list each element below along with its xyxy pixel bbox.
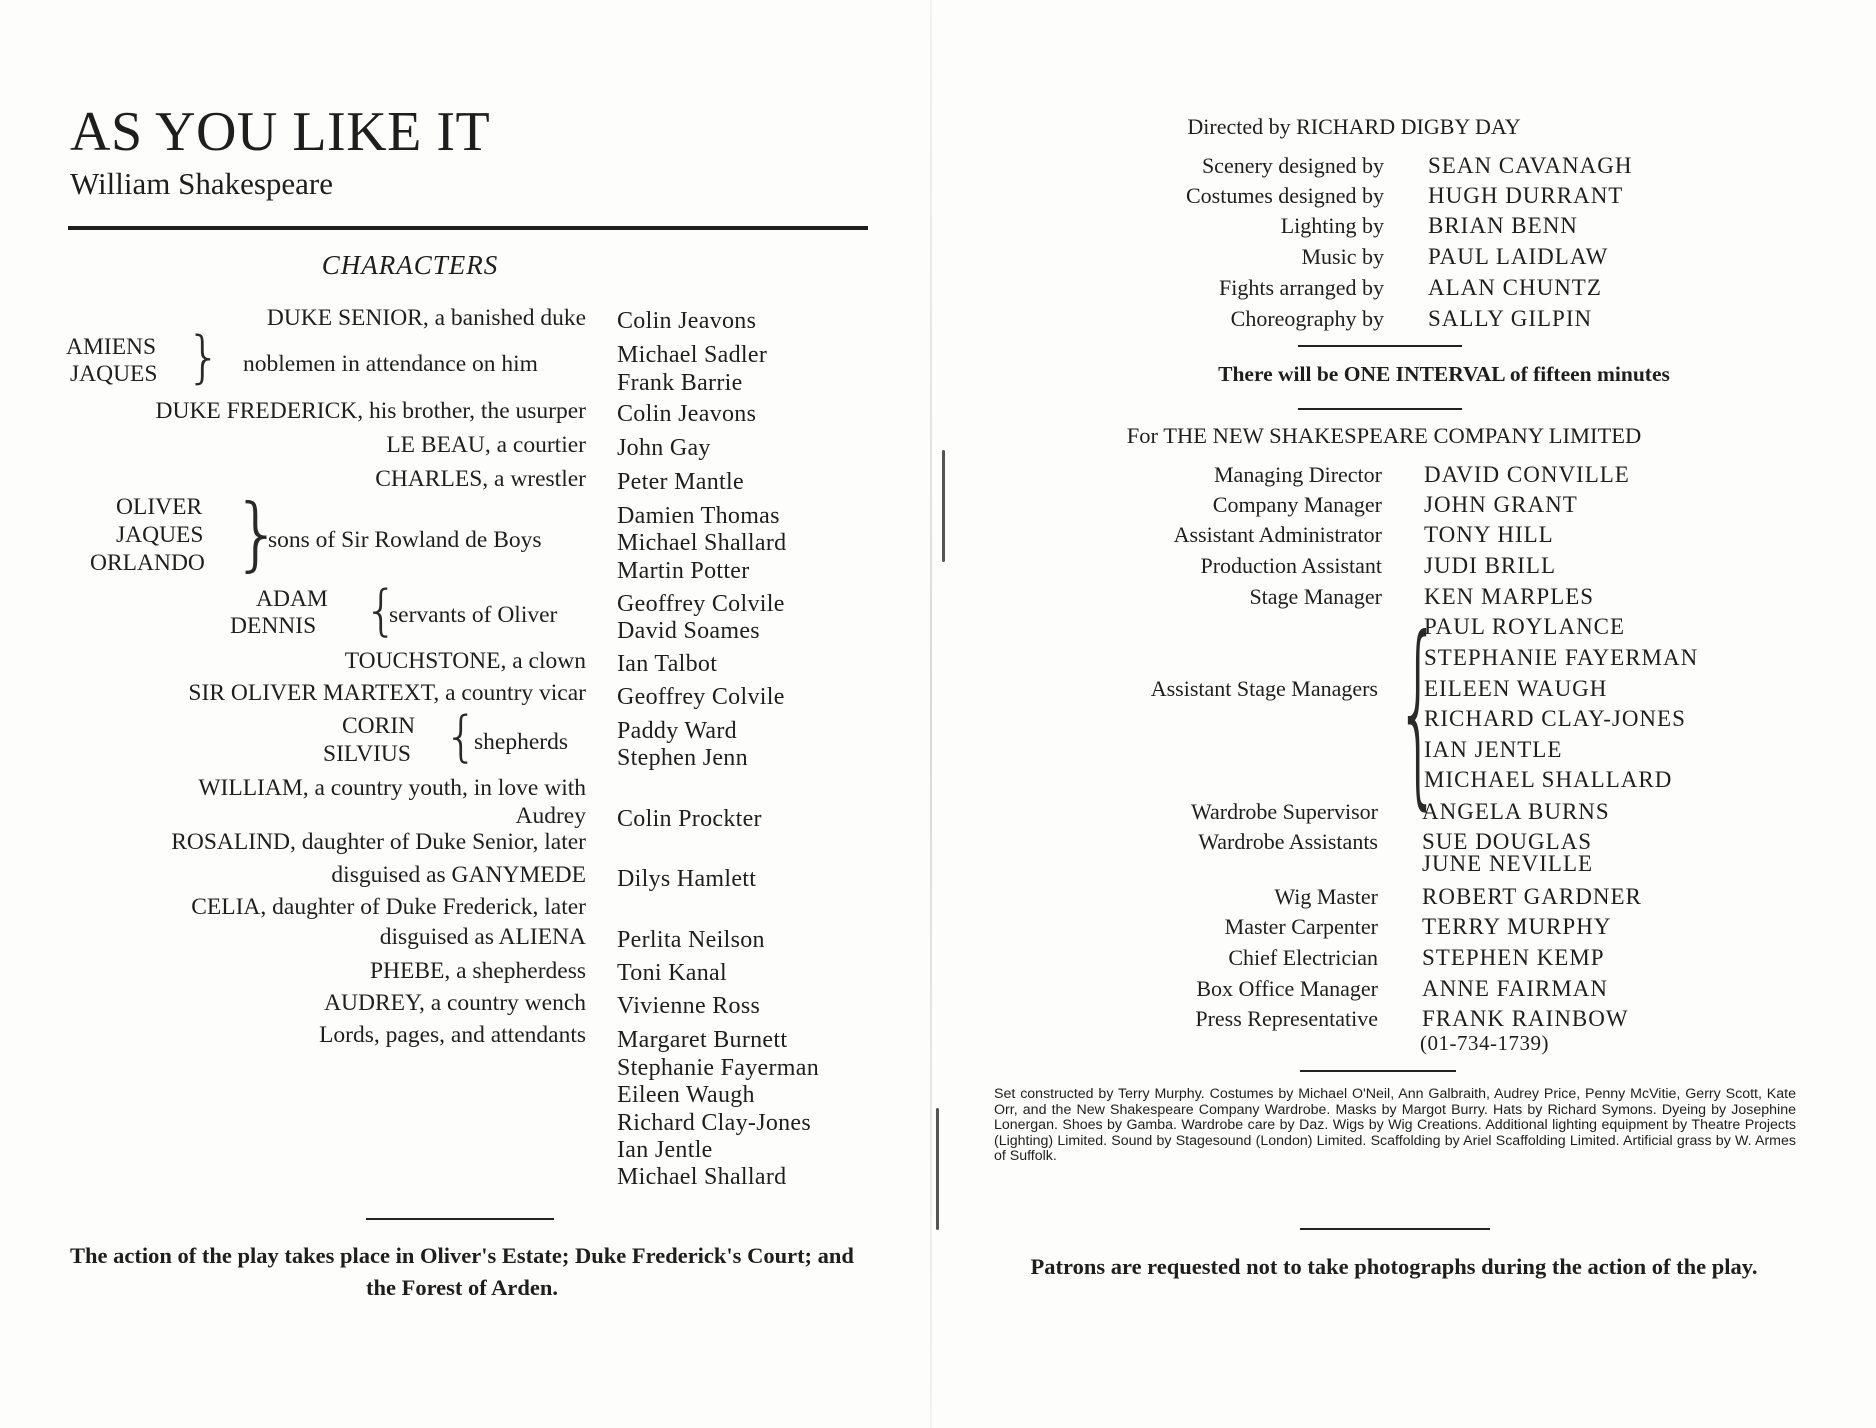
role-dennis: DENNIS [230, 613, 317, 639]
role-phebe: PHEBE, a shepherdess [369, 958, 586, 984]
credit-label-costumes: Costumes designed by [1186, 183, 1384, 208]
actor-william: Colin Prockter [617, 806, 762, 832]
role-audrey: AUDREY, a country wench [324, 990, 586, 1016]
credit-name-costumes: HUGH DURRANT [1428, 183, 1624, 208]
page-fold [930, 0, 932, 1428]
staff-label-stage-manager: Stage Manager [1249, 584, 1382, 609]
brace-icon: { [444, 705, 479, 768]
staple-top [942, 450, 945, 562]
asm-name-4: RICHARD CLAY-JONES [1424, 706, 1686, 731]
actor-lords-1: Margaret Burnett [617, 1027, 788, 1053]
staff-name-electrician: STEPHEN KEMP [1422, 945, 1605, 970]
asm-name-5: IAN JENTLE [1424, 737, 1563, 762]
wardrobe-assistant-1: SUE DOUGLAS [1422, 829, 1593, 854]
asm-name-3: EILEEN WAUGH [1424, 676, 1608, 701]
shepherds-desc: shepherds [474, 729, 568, 755]
role-lords: Lords, pages, and attendants [319, 1022, 586, 1048]
credit-name-scenery: SEAN CAVANAGH [1428, 153, 1633, 178]
actor-corin: Paddy Ward [617, 718, 737, 744]
asm-name-2: STEPHANIE FAYERMAN [1424, 645, 1699, 670]
staff-name-box-office: ANNE FAIRMAN [1422, 976, 1608, 1001]
noblemen-desc: noblemen in attendance on him [243, 351, 538, 377]
role-charles: CHARLES, a wrestler [375, 466, 586, 492]
actor-jaques-noble: Frank Barrie [617, 370, 743, 396]
actor-rosalind: Dilys Hamlett [617, 866, 757, 892]
actor-adam: Geoffrey Colvile [617, 591, 785, 617]
servants-desc: servants of Oliver [389, 602, 558, 628]
role-jaques-son: JAQUES [116, 522, 204, 548]
actor-martext: Geoffrey Colvile [617, 684, 785, 710]
asm-name-6: MICHAEL SHALLARD [1424, 767, 1673, 792]
actor-dennis: David Soames [617, 618, 760, 644]
staff-label-managing: Managing Director [1214, 462, 1382, 487]
role-touchstone: TOUCHSTONE, a clown [344, 648, 586, 674]
credit-name-choreography: SALLY GILPIN [1428, 306, 1593, 331]
wardrobe-assistants-label: Wardrobe Assistants [1198, 829, 1378, 854]
staff-label-production: Production Assistant [1200, 553, 1382, 578]
sons-desc: sons of Sir Rowland de Boys [268, 527, 542, 553]
actor-oliver: Damien Thomas [617, 503, 780, 529]
press-label: Press Representative [1195, 1006, 1378, 1031]
credit-label-music: Music by [1301, 244, 1384, 269]
staff-label-electrician: Chief Electrician [1228, 945, 1378, 970]
press-name: FRANK RAINBOW [1422, 1006, 1629, 1031]
role-william: WILLIAM, a country youth, in love with [198, 775, 586, 801]
actor-duke-frederick: Colin Jeavons [617, 401, 757, 427]
setting-note: The action of the play takes place in Oliver's Estate; Duke Frederick's Court; and the Forest of Arden. [70, 1243, 854, 1300]
role-oliver: OLIVER [116, 494, 203, 520]
staple-bottom [936, 1108, 939, 1230]
divider [366, 1218, 554, 1220]
company-line: For THE NEW SHAKESPEARE COMPANY LIMITED [1126, 423, 1642, 448]
directed-by: Directed by RICHARD DIGBY DAY [1187, 114, 1521, 139]
staff-name-wig: ROBERT GARDNER [1422, 884, 1642, 909]
divider [1300, 1070, 1456, 1072]
asm-name-1: PAUL ROYLANCE [1424, 614, 1626, 639]
staff-name-company: JOHN GRANT [1424, 492, 1578, 517]
actor-phebe: Toni Kanal [617, 960, 727, 986]
credit-name-fights: ALAN CHUNTZ [1428, 275, 1602, 300]
brace-icon: } [232, 487, 283, 580]
actor-duke-senior: Colin Jeavons [617, 308, 757, 334]
credit-label-scenery: Scenery designed by [1201, 153, 1384, 178]
actor-silvius: Stephen Jenn [617, 745, 748, 771]
credit-label-choreography: Choreography by [1230, 306, 1384, 331]
interval-note: There will be ONE INTERVAL of fifteen minutes [1218, 362, 1670, 386]
role-celia-cont: disguised as ALIENA [379, 924, 586, 950]
asm-label: Assistant Stage Managers [1150, 676, 1378, 701]
role-martext: SIR OLIVER MARTEXT, a country vicar [188, 680, 586, 706]
credit-label-fights: Fights arranged by [1219, 275, 1384, 300]
role-jaques-noble: JAQUES [70, 361, 158, 387]
divider [1300, 1228, 1490, 1230]
staff-label-company: Company Manager [1212, 492, 1382, 517]
actor-lords-2: Stephanie Fayerman [617, 1055, 820, 1081]
role-rosalind-cont: disguised as GANYMEDE [331, 862, 586, 888]
actor-charles: Peter Mantle [617, 469, 744, 495]
role-amiens: AMIENS [66, 334, 157, 360]
role-silvius: SILVIUS [323, 741, 411, 767]
staff-name-managing: DAVID CONVILLE [1424, 462, 1630, 487]
production-credits-small-print: Set constructed by Terry Murphy. Costumes by Michael O'Neil, Ann Galbraith, Audrey Price, Penny McVitie, Gerry Scott, Kate Orr, and the New Shakespeare Company Wardrobe. Masks by Margot Burry. Hats by Richard Symons. Dyeing by Josephine Lonergan. Shoes by Gamba. Wardrobe care by Daz. Wigs by Wig Creations. Additional lighting equipment by Theatre Projects (Lighting) Limited. Sound by Stagesound (London) Limited. Scaffolding by Ariel Scaffolding Limited. Artificial grass by W. Armes of Suffolk. [994, 1086, 1796, 1164]
wardrobe-supervisor-name: ANGELA BURNS [1422, 799, 1610, 824]
role-corin: CORIN [342, 713, 416, 739]
brace-icon: } [186, 325, 222, 390]
wardrobe-supervisor-label: Wardrobe Supervisor [1190, 799, 1378, 824]
role-orlando: ORLANDO [90, 550, 205, 576]
staff-name-production: JUDI BRILL [1424, 553, 1557, 578]
actor-orlando: Martin Potter [617, 558, 750, 584]
author-name: William Shakespeare [70, 166, 334, 201]
title-rule [68, 226, 868, 230]
brace-icon: { [364, 579, 399, 642]
role-adam: ADAM [256, 586, 328, 612]
staff-name-administrator: TONY HILL [1424, 522, 1554, 547]
staff-name-carpenter: TERRY MURPHY [1422, 914, 1612, 939]
role-duke-senior: DUKE SENIOR, a banished duke [266, 305, 586, 331]
role-le-beau: LE BEAU, a courtier [386, 432, 586, 458]
staff-name-stage-manager: KEN MARPLES [1424, 584, 1595, 609]
actor-touchstone: Ian Talbot [617, 651, 718, 677]
wardrobe-assistant-2: JUNE NEVILLE [1422, 851, 1594, 876]
credit-name-music: PAUL LAIDLAW [1428, 244, 1609, 269]
role-rosalind: ROSALIND, daughter of Duke Senior, later [171, 829, 586, 855]
actor-audrey: Vivienne Ross [617, 993, 761, 1019]
staff-label-box-office: Box Office Manager [1196, 976, 1378, 1001]
divider [1298, 345, 1462, 347]
divider [1298, 408, 1462, 410]
actor-lords-5: Ian Jentle [617, 1137, 713, 1163]
brace-icon: { [1396, 595, 1441, 828]
role-duke-frederick: DUKE FREDERICK, his brother, the usurper [155, 398, 586, 424]
actor-le-beau: John Gay [617, 435, 711, 461]
actor-celia: Perlita Neilson [617, 927, 765, 953]
credit-label-lighting: Lighting by [1280, 213, 1384, 238]
staff-label-wig: Wig Master [1274, 884, 1378, 909]
role-william-cont: Audrey [515, 803, 586, 829]
actor-lords-4: Richard Clay-Jones [617, 1110, 812, 1136]
actor-amiens: Michael Sadler [617, 342, 768, 368]
credit-name-lighting: BRIAN BENN [1428, 213, 1578, 238]
staff-label-carpenter: Master Carpenter [1224, 914, 1378, 939]
actor-jaques-son: Michael Shallard [617, 530, 787, 556]
press-phone: (01-734-1739) [1420, 1031, 1549, 1055]
photo-note: Patrons are requested not to take photographs during the action of the play. [1030, 1254, 1758, 1279]
characters-heading: CHARACTERS [321, 250, 499, 280]
actor-lords-3: Eileen Waugh [617, 1082, 755, 1108]
staff-label-administrator: Assistant Administrator [1173, 522, 1382, 547]
role-celia: CELIA, daughter of Duke Frederick, later [191, 894, 586, 920]
play-title: AS YOU LIKE IT [70, 101, 491, 163]
actor-lords-6: Michael Shallard [617, 1164, 787, 1190]
